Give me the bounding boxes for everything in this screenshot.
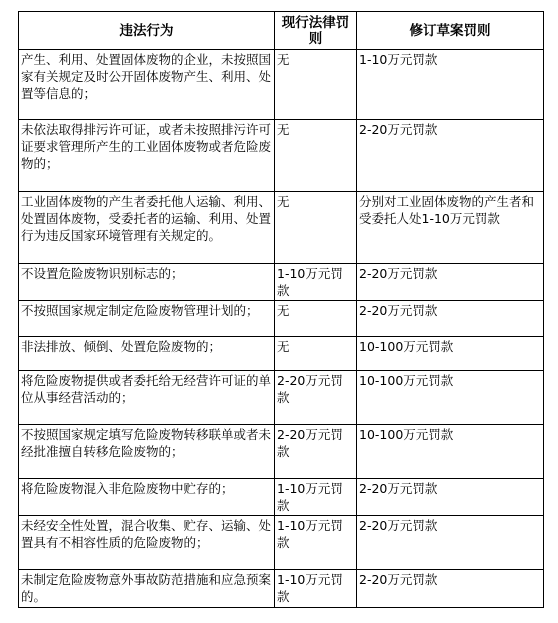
cell-revised-penalty: 1-10万元罚款 <box>357 50 544 120</box>
cell-violation: 工业固体废物的产生者委托他人运输、利用、处置固体废物，受委托者的运输、利用、处置行为违反国家环境管理有关规定的。 <box>19 192 275 264</box>
header-current-penalty: 现行法律罚则 <box>275 12 357 50</box>
table-row <box>19 301 544 337</box>
cell-violation: 未依法取得排污许可证，或者未按照排污许可证要求管理所产生的工业固体废物或者危险废物的； <box>19 120 275 192</box>
cell-violation: 将危险废物混入非危险废物中贮存的； <box>19 479 275 516</box>
header-violation: 违法行为 <box>19 12 275 50</box>
table-row <box>19 371 544 425</box>
cell-violation: 不按照国家规定制定危险废物管理计划的； <box>19 301 275 337</box>
cell-revised-penalty: 分别对工业固体废物的产生者和受委托人处1-10万元罚款 <box>357 192 544 264</box>
cell-violation: 不按照国家规定填写危险废物转移联单或者未经批准擅自转移危险废物的； <box>19 425 275 479</box>
table-row <box>19 337 544 371</box>
cell-revised-penalty: 2-20万元罚款 <box>357 570 544 608</box>
cell-current-penalty: 1-10万元罚款 <box>275 479 357 516</box>
cell-revised-penalty: 10-100万元罚款 <box>357 425 544 479</box>
cell-revised-penalty: 10-100万元罚款 <box>357 337 544 371</box>
cell-current-penalty: 无 <box>275 301 357 337</box>
table-row <box>19 50 544 120</box>
cell-current-penalty: 1-10万元罚款 <box>275 264 357 301</box>
table-row <box>19 264 544 301</box>
cell-current-penalty: 无 <box>275 337 357 371</box>
cell-revised-penalty: 2-20万元罚款 <box>357 301 544 337</box>
header-row <box>19 12 544 50</box>
table-row <box>19 425 544 479</box>
table-row <box>19 570 544 608</box>
cell-current-penalty: 无 <box>275 120 357 192</box>
header-revised-penalty: 修订草案罚则 <box>357 12 544 50</box>
table-row <box>19 516 544 570</box>
cell-current-penalty: 无 <box>275 192 357 264</box>
cell-violation: 未制定危险废物意外事故防范措施和应急预案的。 <box>19 570 275 608</box>
cell-revised-penalty: 2-20万元罚款 <box>357 479 544 516</box>
cell-revised-penalty: 2-20万元罚款 <box>357 516 544 570</box>
table-row <box>19 479 544 516</box>
cell-violation: 将危险废物提供或者委托给无经营许可证的单位从事经营活动的； <box>19 371 275 425</box>
penalty-comparison-table <box>18 11 544 608</box>
cell-violation: 不设置危险废物识别标志的； <box>19 264 275 301</box>
cell-current-penalty: 2-20万元罚款 <box>275 371 357 425</box>
cell-violation: 产生、利用、处置固体废物的企业，未按照国家有关规定及时公开固体废物产生、利用、处置等信息的； <box>19 50 275 120</box>
cell-revised-penalty: 2-20万元罚款 <box>357 120 544 192</box>
table-row <box>19 120 544 192</box>
cell-revised-penalty: 2-20万元罚款 <box>357 264 544 301</box>
cell-current-penalty: 2-20万元罚款 <box>275 425 357 479</box>
cell-current-penalty: 无 <box>275 50 357 120</box>
cell-violation: 非法排放、倾倒、处置危险废物的； <box>19 337 275 371</box>
table-row <box>19 192 544 264</box>
cell-current-penalty: 1-10万元罚款 <box>275 570 357 608</box>
cell-violation: 未经安全性处置，混合收集、贮存、运输、处置具有不相容性质的危险废物的； <box>19 516 275 570</box>
cell-revised-penalty: 10-100万元罚款 <box>357 371 544 425</box>
cell-current-penalty: 1-10万元罚款 <box>275 516 357 570</box>
